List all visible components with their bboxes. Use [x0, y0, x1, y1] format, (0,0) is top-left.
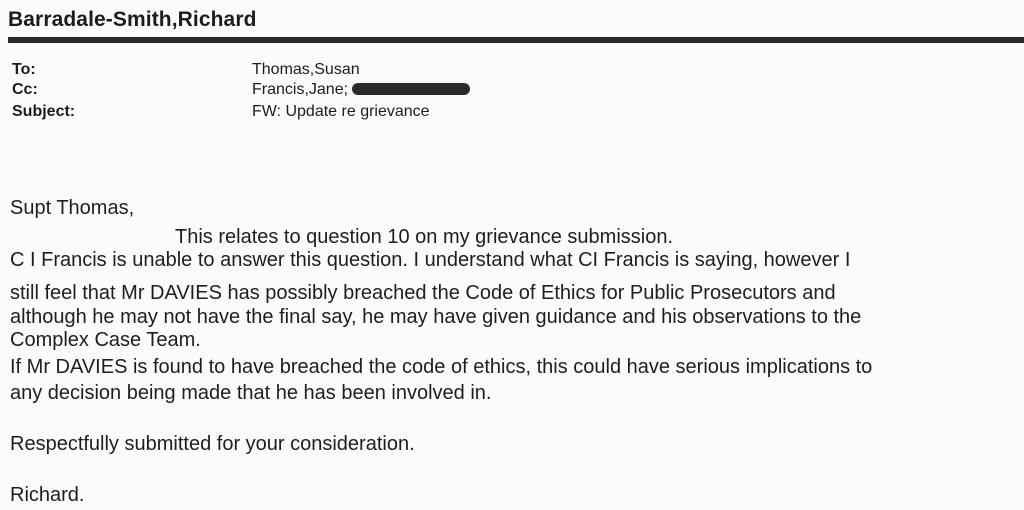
email-sender: Barradale-Smith,Richard — [8, 8, 257, 31]
to-label: To: — [12, 61, 36, 78]
body-line-4: although he may not have the final say, he may have given guidance and his observations to the — [10, 306, 862, 328]
header-divider — [8, 37, 1024, 43]
signature: Richard. — [10, 484, 85, 506]
body-line-6: If Mr DAVIES is found to have breached the code of ethics, this could have serious implications to — [10, 356, 873, 378]
cc-row — [252, 81, 470, 99]
to-value: Thomas,Susan — [252, 61, 360, 78]
cc-value: Francis,Jane; — [252, 81, 349, 98]
body-line-3: still feel that Mr DAVIES has possibly breached the Code of Ethics for Public Prosecutors and — [10, 282, 836, 304]
redaction-mark — [352, 83, 470, 95]
body-line-5: Complex Case Team. — [10, 329, 201, 351]
body-line-2: C I Francis is unable to answer this question. I understand what CI Francis is saying, however I — [10, 249, 851, 271]
greeting: Supt Thomas, — [10, 197, 135, 219]
body-line-1: This relates to question 10 on my grievance submission. — [175, 226, 674, 248]
subject-value: FW: Update re grievance — [252, 103, 430, 120]
cc-label: Cc: — [12, 81, 38, 98]
subject-label: Subject: — [12, 103, 76, 120]
body-line-7: any decision being made that he has been involved in. — [10, 382, 492, 404]
closing: Respectfully submitted for your consideration. — [10, 433, 415, 455]
